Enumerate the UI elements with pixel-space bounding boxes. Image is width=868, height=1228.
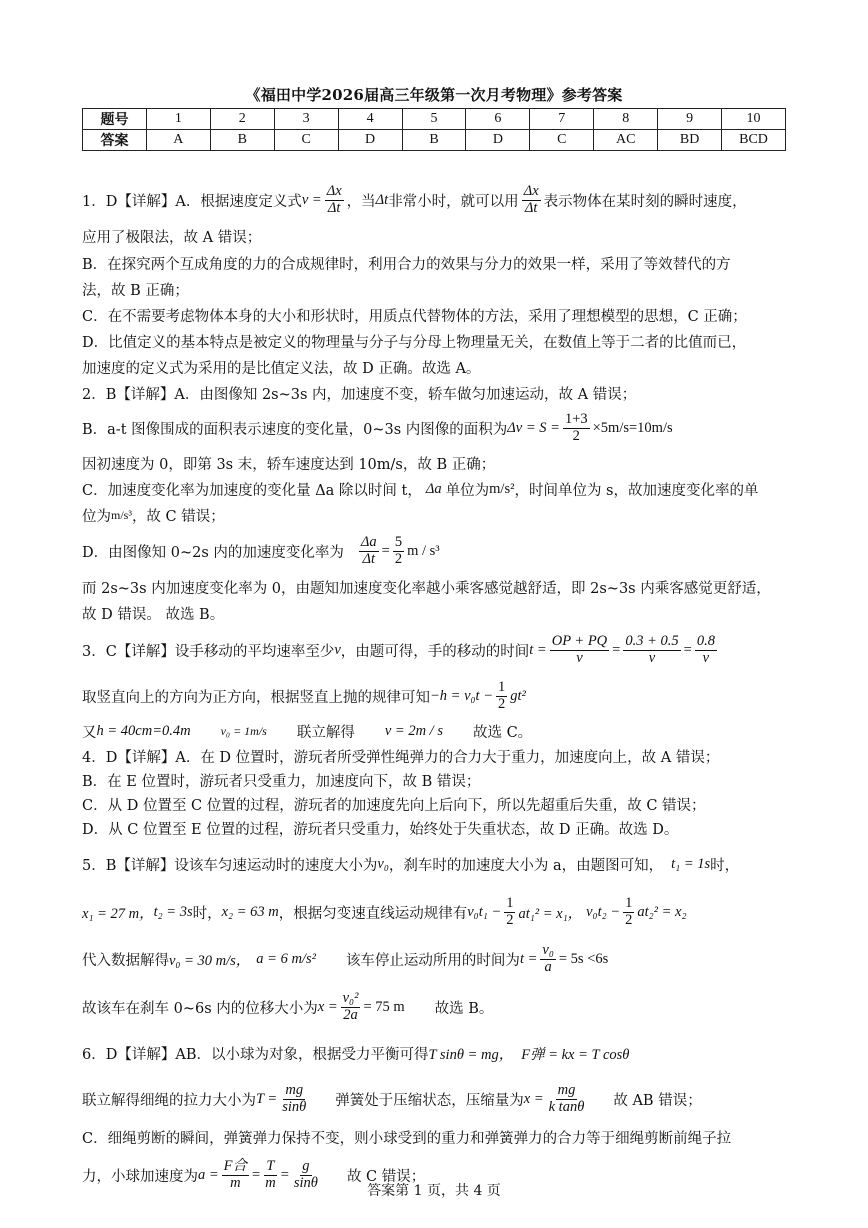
table-cell: D — [338, 130, 402, 151]
text-run: B．a-t 图像围成的面积表示速度的变化量，0~3s 内图像的面积为 — [82, 421, 508, 438]
text-line: D．从 C 位置至 E 位置的过程，游玩者只受重力，始终处于失重状态，故 D 正确。故选 D。 — [82, 821, 679, 838]
denominator: 2 — [497, 695, 506, 712]
text-line: 2．B【详解】A．由图像知 2s~3s 内，加速度不变，轿车做匀加速运动，故 A 错误； — [82, 386, 637, 403]
text-line — [82, 982, 786, 1032]
text-run: 表示物体在某时刻的瞬时速度， — [543, 193, 747, 210]
numerator: mg — [285, 1082, 304, 1099]
formula: T sinθ = mg， — [428, 1046, 514, 1063]
formula: T = — [256, 1090, 278, 1107]
numerator: g — [302, 1158, 310, 1175]
fraction — [496, 680, 507, 711]
formula: = — [280, 1166, 289, 1183]
table-cell: 4 — [338, 109, 402, 130]
formula: v = 2m / s — [384, 722, 443, 739]
fraction — [325, 184, 344, 215]
numerator: v₀ — [542, 942, 554, 959]
formula: t = — [529, 641, 547, 658]
formula: v₀ = 30 m/s， — [169, 952, 251, 969]
formula: gt² — [510, 687, 526, 704]
denominator: 2a — [343, 1006, 358, 1023]
text-line — [82, 936, 786, 982]
table-cell: 7 — [530, 109, 594, 130]
denominator: m — [265, 1174, 276, 1191]
formula: Δa — [425, 480, 442, 497]
fraction — [522, 184, 541, 215]
fraction — [341, 991, 361, 1022]
table-cell: 5 — [402, 109, 466, 130]
formula: Δv = S = — [507, 419, 560, 436]
table-cell: C — [274, 130, 338, 151]
formula: m/s³ — [111, 507, 132, 522]
fraction — [547, 1083, 587, 1114]
fraction — [623, 634, 680, 665]
formula: a = 6 m/s² — [256, 950, 316, 967]
text-line: 故 D 错误。 故选 B。 — [82, 606, 225, 623]
row-label: 答案 — [83, 130, 147, 151]
text-line: C．在不需要考虑物体本身的大小和形状时，用质点代替物体的方法，采用了理想模型的思想，C 正确； — [82, 308, 747, 325]
table-cell: 9 — [658, 109, 722, 130]
formula: t₁ = 1s — [671, 855, 711, 872]
text-line — [82, 406, 786, 450]
denominator: Δt — [327, 199, 341, 216]
page-title: 《福田中学2026届高三年级第一次月考物理》参考答案 — [245, 86, 623, 104]
text-line — [82, 528, 786, 574]
table-cell: 8 — [594, 109, 658, 130]
fraction — [623, 896, 634, 927]
formula: v₀t₂ − — [586, 903, 621, 920]
text-line — [82, 502, 786, 528]
denominator: Δt — [362, 550, 376, 567]
fraction — [393, 535, 404, 566]
denominator: sinθ — [293, 1174, 318, 1191]
numerator: 1 — [497, 679, 506, 696]
text-line — [82, 718, 786, 744]
formula: = 75 m — [363, 998, 405, 1015]
table-cell: B — [210, 130, 274, 151]
table-cell: BCD — [722, 130, 786, 151]
text-run: 故 C 错误； — [346, 1168, 426, 1185]
denominator: 2 — [625, 911, 633, 928]
row-label: 题号 — [83, 109, 147, 130]
text-run: C．加速度变化率为加速度的变化量 Δa 除以时间 t， — [82, 482, 422, 499]
numerator: 5 — [394, 534, 403, 551]
text-run: 故该车在刹车 0~6s 内的位移大小为 — [82, 1000, 318, 1017]
table-row — [83, 109, 786, 130]
formula: h = 40cm=0.4m — [96, 722, 191, 739]
numerator: 1+3 — [564, 411, 588, 428]
numerator: OP + PQ — [551, 633, 608, 650]
text-run: 3．C【详解】设手移动的平均速率至少 — [82, 643, 335, 660]
text-run: ，根据匀变速直线运动规律有 — [278, 905, 468, 922]
numerator: 1 — [625, 895, 633, 912]
formula: = — [612, 641, 621, 658]
denominator: v — [648, 649, 656, 666]
text-line — [82, 626, 786, 674]
formula: = — [381, 542, 390, 559]
text-line: B．在探究两个互成角度的力的合成规律时，利用合力的效果与分力的效果一样，采用了等效替代的方 — [82, 256, 731, 273]
text-line: 法，故 B 正确； — [82, 282, 189, 299]
text-run: 联立解得细绳的拉力大小为 — [82, 1092, 256, 1109]
text-line: 4．D【详解】A．在 D 位置时，游玩者所受弹性绳弹力的合力大于重力，加速度向上，故 A 错误； — [82, 749, 720, 766]
table-cell: C — [530, 130, 594, 151]
answer-table — [82, 108, 786, 151]
text-line — [82, 888, 786, 936]
table-cell: 6 — [466, 109, 530, 130]
text-run: D．由图像知 0~2s 内的加速度变化率为 — [82, 544, 344, 561]
text-line — [82, 674, 786, 718]
formula: x₂ = 63 m — [221, 903, 279, 920]
text-run: 力，小球加速度为 — [82, 1168, 198, 1185]
text-run: 1．D【详解】A．根据速度定义式 — [82, 193, 302, 210]
formula: m / s³ — [407, 542, 440, 559]
formula: t₂ = 3s — [153, 903, 193, 920]
page-footer: 答案第 1 页，共 4 页 — [367, 1183, 501, 1199]
text-line: C．从 D 位置至 C 位置的过程，游玩者的加速度先向上后向下，所以先超重后失重，故 C 错误； — [82, 797, 706, 814]
formula: at₁² = x₁， — [518, 905, 583, 922]
text-line — [82, 178, 786, 222]
table-row — [83, 130, 786, 151]
formula: x₁ = 27 m， — [82, 905, 154, 922]
formula: t = — [519, 950, 538, 967]
text-line: 而 2s~3s 内加速度变化率为 0，由题知加速度变化率越小乘客感觉越舒适，即 2s~3s 内乘客感觉更舒适， — [82, 580, 771, 597]
denominator: 2 — [506, 911, 514, 928]
text-run: ，刹车时的加速度大小为 a，由题图可知， — [388, 857, 664, 874]
formula: F弹 = kx = T cosθ — [521, 1046, 630, 1063]
text-line — [82, 1074, 786, 1124]
denominator: sinθ — [282, 1098, 307, 1115]
numerator: mg — [557, 1082, 576, 1099]
formula: Δt — [375, 191, 389, 208]
formula: = — [683, 641, 692, 658]
formula: v — [334, 641, 341, 658]
denominator: a — [544, 958, 552, 975]
text-line: 应用了极限法，故 A 错误； — [82, 229, 262, 246]
formula: v₀ — [377, 855, 389, 872]
text-run: 非常小时，就可以用 — [388, 193, 519, 210]
formula: a = — [198, 1166, 219, 1183]
text-line — [82, 1032, 786, 1074]
text-run: ，故 C 错误； — [131, 508, 225, 525]
table-cell: 3 — [274, 109, 338, 130]
text-run: 故选 C。 — [472, 724, 533, 741]
text-run: 时， — [192, 905, 222, 922]
formula: = — [252, 1166, 261, 1183]
table-cell: BD — [658, 130, 722, 151]
text-run: 6．D【详解】AB．以小球为对象，根据受力平衡可得 — [82, 1046, 429, 1063]
denominator: m — [230, 1174, 241, 1191]
formula: x = — [523, 1090, 544, 1107]
text-run: ，由题可得，手的移动的时间 — [340, 643, 530, 660]
denominator: v — [576, 649, 583, 666]
table-cell: A — [146, 130, 210, 151]
denominator: 2 — [394, 550, 403, 567]
table-cell: D — [466, 130, 530, 151]
numerator: 1 — [506, 895, 514, 912]
table-cell: AC — [594, 130, 658, 151]
text-run: 单位为 — [445, 482, 490, 499]
formula: v = — [301, 191, 322, 208]
text-line — [82, 476, 786, 502]
fraction — [504, 896, 515, 927]
numerator: Δa — [360, 534, 377, 551]
formula: −h = v₀t − — [430, 687, 493, 704]
text-run: 故 AB 错误； — [613, 1092, 702, 1109]
answer-content — [82, 178, 786, 1200]
numerator: F合 — [223, 1158, 248, 1175]
denominator: 2 — [572, 427, 580, 444]
numerator: 0.3 + 0.5 — [625, 633, 679, 650]
fraction — [550, 634, 609, 665]
text-run: ，时间单位为 s，故加速度变化率的单 — [514, 482, 759, 499]
formula: v₀ = 1m/s — [220, 723, 267, 738]
text-line: 加速度的定义式为采用的是比值定义法，故 D 正确。故选 A。 — [82, 360, 481, 377]
numerator: Δx — [326, 183, 342, 200]
text-run: 时， — [710, 857, 740, 874]
formula: x = — [317, 998, 338, 1015]
fraction — [280, 1083, 308, 1114]
fraction — [695, 634, 717, 665]
numerator: Δx — [523, 183, 539, 200]
text-run: 取竖直向上的方向为正方向，根据竖直上抛的规律可知 — [82, 689, 430, 706]
formula: at₂² = x₂ — [637, 903, 687, 920]
text-run: 故选 B。 — [434, 1000, 494, 1017]
table-cell: 2 — [210, 109, 274, 130]
text-run: 5．B【详解】设该车匀速运动时的速度大小为 — [82, 857, 378, 874]
formula: v₀t₁ − — [467, 903, 502, 920]
text-line: B．在 E 位置时，游玩者只受重力，加速度向下，故 B 错误； — [82, 773, 481, 790]
text-run: 弹簧处于压缩状态，压缩量为 — [335, 1092, 524, 1109]
numerator: T — [266, 1158, 275, 1175]
text-line: 因初速度为 0，即第 3s 末，轿车速度达到 10m/s，故 B 正确； — [82, 456, 496, 473]
denominator: k tanθ — [548, 1098, 585, 1115]
denominator: v — [702, 649, 710, 666]
text-run: 位为 — [82, 508, 111, 525]
text-line — [82, 840, 786, 888]
numerator: 0.8 — [696, 633, 715, 650]
table-cell: 1 — [146, 109, 210, 130]
formula: ×5m/s=10m/s — [592, 419, 673, 436]
text-line: C．细绳剪断的瞬间，弹簧弹力保持不变，则小球受到的重力和弹簧弹力的合力等于细绳剪断前绳子拉 — [82, 1130, 732, 1147]
table-cell: B — [402, 130, 466, 151]
text-run: 联立解得 — [296, 724, 355, 741]
fraction — [563, 412, 590, 443]
fraction — [359, 535, 379, 566]
text-run: 该车停止运动所用的时间为 — [345, 952, 520, 969]
table-cell: 10 — [722, 109, 786, 130]
numerator: v₀² — [342, 990, 359, 1007]
formula: m/s² — [489, 480, 515, 497]
fraction — [540, 943, 555, 974]
text-run: 又 — [82, 724, 97, 741]
denominator: Δt — [524, 199, 538, 216]
text-run: ，当 — [346, 193, 376, 210]
text-line: D．比值定义的基本特点是被定义的物理量与分子与分母上物理量无关，在数值上等于二者的比值而已， — [82, 334, 747, 351]
formula: = 5s <6s — [558, 950, 609, 967]
text-run: 代入数据解得 — [82, 952, 169, 969]
